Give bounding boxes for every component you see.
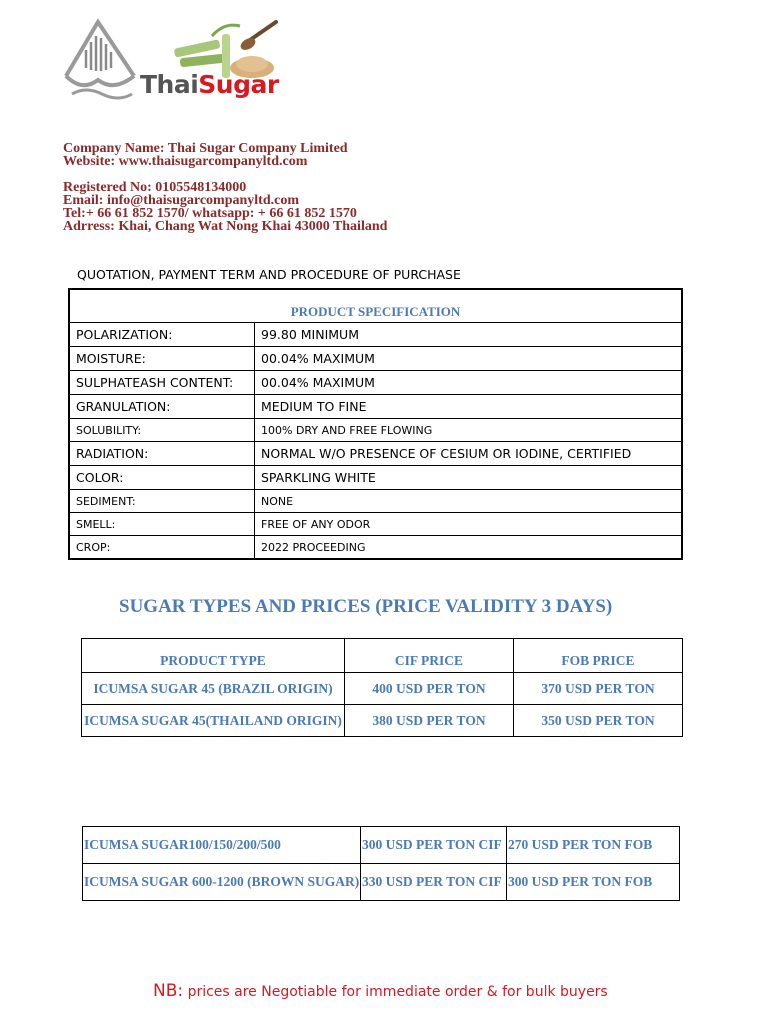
table-row [82,673,683,705]
spec-key: SMELL: [69,513,255,536]
negotiable-note [153,981,608,1001]
col-header-fob-price: FOB PRICE [514,639,683,673]
spec-value: FREE OF ANY ODOR [255,513,683,536]
spec-value: 00.04% MAXIMUM [255,347,683,371]
fob-price-cell: 350 USD PER TON [514,705,683,737]
table-row [69,513,682,536]
cif-price-cell: 380 USD PER TON [345,705,514,737]
col-header-product-type: PRODUCT TYPE [82,639,345,673]
spec-value: 00.04% MAXIMUM [255,371,683,395]
quotation-heading: QUOTATION, PAYMENT TERM AND PROCEDURE OF PURCHASE [77,267,461,282]
table-row [69,371,682,395]
prices-table [81,638,683,737]
cif-price-cell: 330 USD PER TON CIF [361,864,507,901]
table-header-row [82,639,683,673]
spec-key: SULPHATEASH CONTENT: [69,371,255,395]
cif-price-cell: 400 USD PER TON [345,673,514,705]
company-info [63,142,387,233]
nb-label: NB: [153,981,184,1001]
company-tel: Tel:+ 66 61 852 1570/ whatsapp: + 66 61 852 1570 [63,206,357,221]
spec-value: 99.80 MINIMUM [255,323,683,347]
spec-value: SPARKLING WHITE [255,466,683,490]
cif-price-cell: 300 USD PER TON CIF [361,827,507,864]
spec-key: POLARIZATION: [69,323,255,347]
spec-value: 100% DRY AND FREE FLOWING [255,419,683,442]
logo-word-sugar: Sugar [198,70,279,99]
spec-key: RADIATION: [69,442,255,466]
prices-table-other-icumsa [82,826,680,901]
product-specification-table [68,288,683,560]
table-row [82,705,683,737]
company-email: Email: info@thaisugarcompanyltd.com [63,193,299,208]
company-address: Adrress: Khai, Chang Wat Nong Khai 43000 Thailand [63,219,388,234]
table-row [69,395,682,419]
product-type-cell: ICUMSA SUGAR 45 (BRAZIL ORIGIN) [82,673,345,705]
table-row [69,490,682,513]
product-type-cell: ICUMSA SUGAR 45(THAILAND ORIGIN) [82,705,345,737]
spec-key: CROP: [69,536,255,560]
table-row [83,827,680,864]
prices-title: SUGAR TYPES AND PRICES (PRICE VALIDITY 3 DAYS) [119,596,613,617]
spec-key: SOLUBILITY: [69,419,255,442]
spec-value: 2022 PROCEEDING [255,536,683,560]
spec-value: NONE [255,490,683,513]
spec-title: PRODUCT SPECIFICATION [69,289,682,323]
spec-key: MOISTURE: [69,347,255,371]
company-registered: Registered No: 0105548134000 [63,180,247,195]
spec-value: MEDIUM TO FINE [255,395,683,419]
spec-key: GRANULATION: [69,395,255,419]
spec-value: NORMAL W/O PRESENCE OF CESIUM OR IODINE, CERTIFIED [255,442,683,466]
col-header-cif-price: CIF PRICE [345,639,514,673]
table-row [69,323,682,347]
table-row [69,442,682,466]
table-row [69,466,682,490]
fob-price-cell: 300 USD PER TON FOB [507,864,680,901]
table-row [69,347,682,371]
company-name: Company Name: Thai Sugar Company Limited [63,141,348,156]
fob-price-cell: 370 USD PER TON [514,673,683,705]
product-type-cell: ICUMSA SUGAR 600-1200 (BROWN SUGAR) [83,864,361,901]
table-row [69,536,682,560]
nb-text: prices are Negotiable for immediate order & for bulk buyers [187,984,608,1000]
spec-key: SEDIMENT: [69,490,255,513]
company-website: Website: www.thaisugarcompanyltd.com [63,154,308,169]
table-row [69,419,682,442]
fob-price-cell: 270 USD PER TON FOB [507,827,680,864]
product-type-cell: ICUMSA SUGAR100/150/200/500 [83,827,361,864]
table-row [83,864,680,901]
spec-key: COLOR: [69,466,255,490]
logo-wordmark [140,70,279,99]
logo-word-thai: Thai [140,70,199,99]
